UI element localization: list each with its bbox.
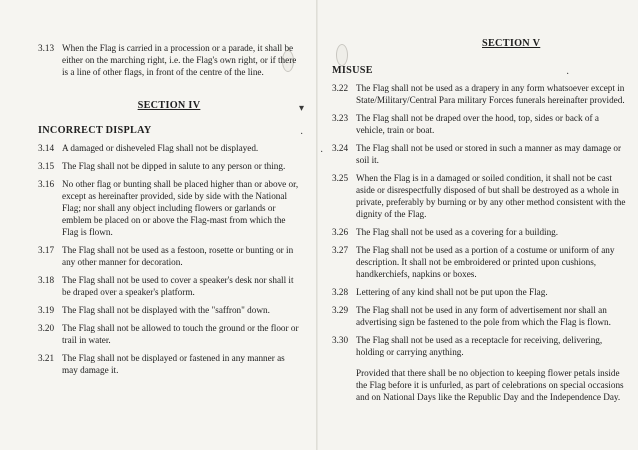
clause-text: The Flag shall not be used as a portion of a costume or uniform of any description. It shall not be embroidered or printed upon cushions, handkerchiefs, napkins or boxes. (356, 245, 615, 279)
clause-number: 3.23 (332, 113, 349, 123)
clause (38, 178, 300, 238)
clause (38, 304, 300, 316)
section-title: SECTION IV (137, 100, 201, 111)
clause-text: Lettering of any kind shall not be put upon the Flag. (356, 287, 548, 297)
clause-text: The Flag shall not be used or stored in such a manner as may damage or soil it. (356, 143, 622, 165)
left-page (0, 0, 318, 450)
margin-mark: · (320, 147, 324, 158)
section-subheading: INCORRECT DISPLAY (38, 125, 152, 136)
right-page (318, 0, 638, 450)
clause (332, 226, 628, 238)
clause-number: 3.16 (38, 179, 55, 189)
clause (38, 142, 300, 154)
clause-number: 3.25 (332, 173, 349, 183)
clause-number: 3.24 (332, 143, 349, 153)
clause-text: A damaged or disheveled Flag shall not be displayed. (62, 143, 259, 153)
clause (332, 244, 628, 280)
clause (332, 82, 628, 106)
clause-number: 3.26 (332, 227, 349, 237)
clause (38, 244, 300, 268)
clause-text: The Flag shall not be displayed with the "saffron" down. (62, 305, 270, 315)
clause-text: The Flag shall not be dipped in salute to any person or thing. (62, 161, 286, 171)
clause-number: 3.14 (38, 143, 55, 153)
clause-number: 3.19 (38, 305, 55, 315)
margin-mark: · (300, 129, 304, 140)
clause-number: 3.15 (38, 161, 55, 171)
clause (38, 352, 300, 376)
margin-mark: ▾ (299, 103, 305, 114)
clause-text: The Flag shall not be used as a receptacle for receiving, delivering, holding or carrying anything. (356, 335, 603, 357)
clause (332, 304, 628, 328)
clause (332, 142, 628, 166)
clause-number: 3.22 (332, 83, 349, 93)
clause-text: The Flag shall not be allowed to touch the ground or the floor or trail in water. (62, 323, 299, 345)
left-column (38, 42, 300, 376)
clause-text: When the Flag is in a damaged or soiled condition, it shall not be cast aside or disrespectfully disposed of but shall be destroyed as a whole in private, preferably by burning or by any other method consistent with the dignity of the Flag. (356, 173, 626, 219)
section-subheading: MISUSE (332, 65, 373, 76)
clause-number: 3.13 (38, 43, 55, 53)
clause-number: 3.18 (38, 275, 55, 285)
clause-text: The Flag shall not be displayed or fastened in any manner as may damage it. (62, 353, 285, 375)
proviso-paragraph: Provided that there shall be no objection to keeping flower petals inside the Flag before it is unfurled, as part of celebrations on special occasions and on National Days like the Republic Day and the Independence Day. (356, 368, 624, 403)
clause-text: The Flag shall not be used as a covering for a building. (356, 227, 559, 237)
clause (38, 274, 300, 298)
clause (332, 286, 628, 298)
clause-text: The Flag shall not be draped over the hood, top, sides or back of a vehicle, train or boat. (356, 113, 599, 135)
clause-number: 3.17 (38, 245, 55, 255)
clause-text: The Flag shall not be used in any form of advertisement nor shall an advertising sign be fastened to the pole from which the Flag is flown. (356, 305, 611, 327)
clause-text: The Flag shall not be used as a festoon, rosette or bunting or in any other manner for decoration. (62, 245, 294, 267)
clause-text: No other flag or bunting shall be placed higher than or above or, except as hereinafter provided, side by side with the National Flag; nor shall any object including flowers or garlands or emblem be placed on or above the Flag-mast from which the Flag is flown. (62, 179, 299, 237)
clause-number: 3.30 (332, 335, 349, 345)
clause-number: 3.27 (332, 245, 349, 255)
clause-text: The Flag shall not be used as a drapery in any form whatsoever except in State/Military/Central Para military Forces funerals hereinafter provided. (356, 83, 625, 105)
clause-number: 3.29 (332, 305, 349, 315)
clause (38, 322, 300, 346)
clause (38, 160, 300, 172)
clause-number: 3.20 (38, 323, 55, 333)
clause-number: 3.21 (38, 353, 55, 363)
clause (332, 172, 628, 220)
section-title: SECTION V (482, 38, 541, 49)
clause (332, 112, 628, 136)
clause (38, 42, 300, 78)
margin-mark: · (566, 69, 570, 80)
clause (332, 334, 628, 358)
clause-text: The Flag shall not be used to cover a speaker's desk nor shall it be draped over a speaker's platform. (62, 275, 294, 297)
clause-text: When the Flag is carried in a procession or a parade, it shall be either on the marching right, i.e. the Flag's own right, or if there is a line of other flags, in front of the centre of the line. (62, 43, 297, 77)
right-column (332, 38, 628, 412)
clause-number: 3.28 (332, 287, 349, 297)
